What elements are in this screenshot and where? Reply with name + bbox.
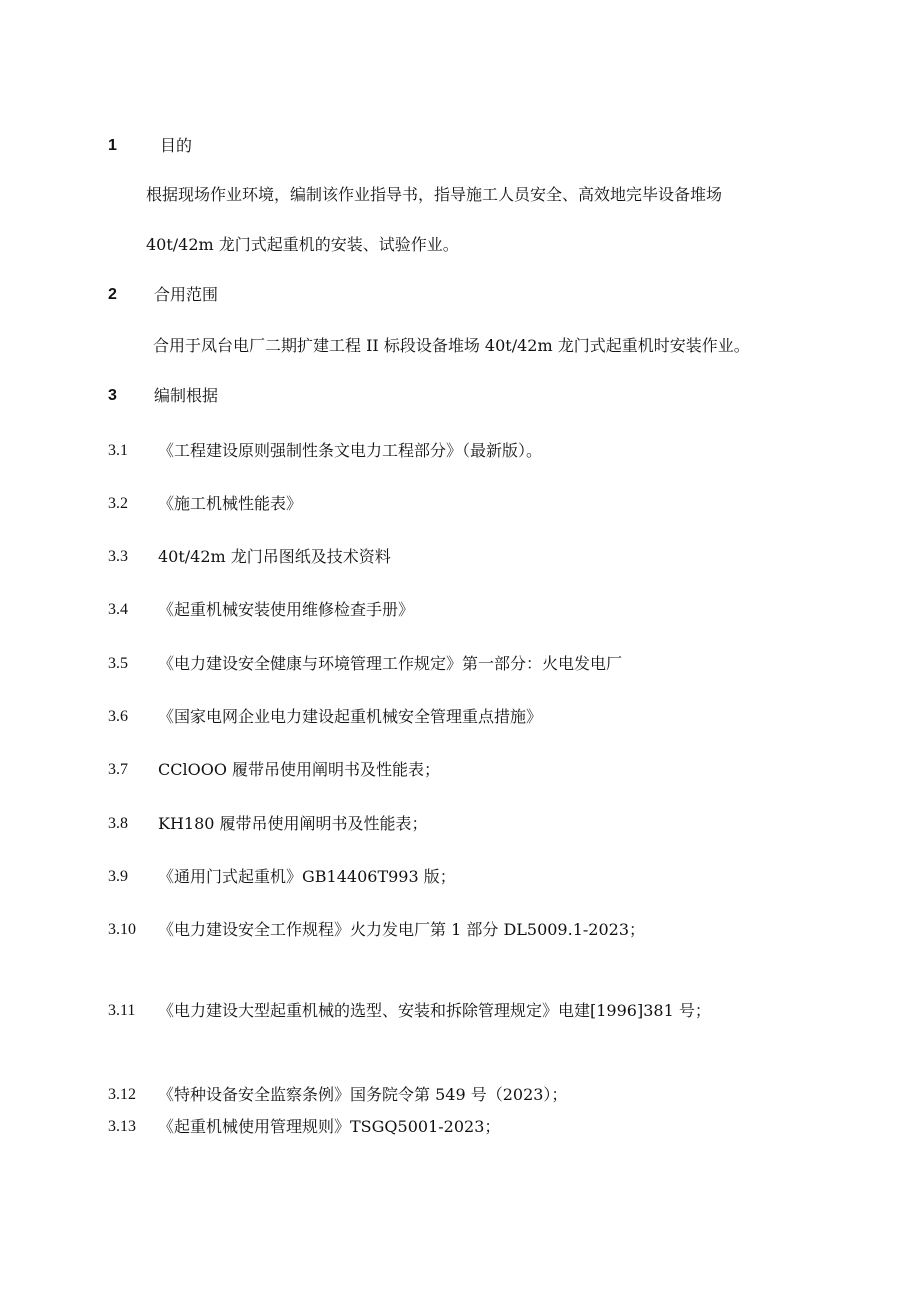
- scope-paragraph: 合用于凤台电厂二期扩建工程 II 标段设备堆场 40t/42m 龙门式起重机时安装作业。: [153, 336, 750, 355]
- reference-number: 3.4: [108, 601, 128, 618]
- reference-item: [108, 441, 808, 461]
- reference-text: 《起重机械使用管理规则》TSGQ5001-2023；: [158, 1117, 501, 1136]
- reference-number: 3.7: [108, 761, 128, 778]
- reference-number: 3.5: [108, 655, 128, 672]
- reference-text: 《电力建设安全健康与环境管理工作规定》第一部分：火电发电厂: [158, 654, 623, 673]
- reference-text: 《工程建设原则强制性条文电力工程部分》（最新版）。: [158, 441, 543, 460]
- reference-text: 《起重机械安装使用维修检查手册》: [158, 600, 415, 619]
- reference-item: [108, 920, 808, 940]
- reference-item: [108, 867, 808, 887]
- section-title: 编制根据: [154, 386, 219, 405]
- reference-number: 3.3: [108, 548, 128, 565]
- reference-number: 3.9: [108, 868, 128, 885]
- reference-number: 3.13: [108, 1118, 136, 1135]
- reference-text: 《特种设备安全监察条例》国务院令第 549 号（2023）；: [158, 1085, 568, 1104]
- reference-number: 3.10: [108, 921, 136, 938]
- reference-text: KH180 履带吊使用阐明书及性能表；: [158, 814, 428, 833]
- reference-item: [108, 707, 808, 727]
- reference-item: [108, 1085, 808, 1105]
- reference-number: 3.2: [108, 495, 128, 512]
- reference-text: 《国家电网企业电力建设起重机械安全管理重点措施》: [158, 707, 543, 726]
- reference-number: 3.11: [108, 1002, 136, 1019]
- reference-text: 《电力建设大型起重机械的选型、安装和拆除管理规定》电建[1996]381 号；: [158, 1001, 711, 1020]
- reference-text: CClOOO 履带吊使用阐明书及性能表；: [158, 760, 441, 779]
- purpose-paragraph-line-2: 40t/42m 龙门式起重机的安装、试验作业。: [146, 235, 459, 254]
- section-heading-basis: [108, 386, 408, 406]
- section-number: 3: [108, 387, 117, 404]
- reference-item: [108, 814, 808, 834]
- section-title: 合用范围: [154, 285, 219, 304]
- reference-text: 40t/42m 龙门吊图纸及技术资料: [158, 547, 391, 566]
- reference-item: [108, 1117, 808, 1137]
- reference-number: 3.8: [108, 815, 128, 832]
- reference-number: 3.1: [108, 442, 128, 459]
- purpose-paragraph-line-1: 根据现场作业环境，编制该作业指导书，指导施工人员安全、高效地完毕设备堆场: [146, 185, 723, 204]
- reference-text: 《电力建设安全工作规程》火力发电厂第 1 部分 DL5009.1-2023；: [158, 920, 646, 939]
- section-number: 1: [108, 137, 117, 154]
- reference-item: [108, 494, 808, 514]
- reference-item: [108, 1001, 828, 1021]
- reference-number: 3.6: [108, 708, 128, 725]
- reference-item: [108, 760, 808, 780]
- section-number: 2: [108, 286, 117, 303]
- reference-text: 《施工机械性能表》: [158, 494, 303, 513]
- reference-text: 《通用门式起重机》GB14406T993 版；: [158, 867, 456, 886]
- reference-number: 3.12: [108, 1086, 136, 1103]
- section-heading-scope: [108, 285, 408, 305]
- reference-item: [108, 600, 808, 620]
- section-title: 目的: [160, 136, 193, 155]
- reference-item: [108, 547, 808, 567]
- reference-item: [108, 654, 808, 674]
- section-heading-purpose: [108, 136, 408, 156]
